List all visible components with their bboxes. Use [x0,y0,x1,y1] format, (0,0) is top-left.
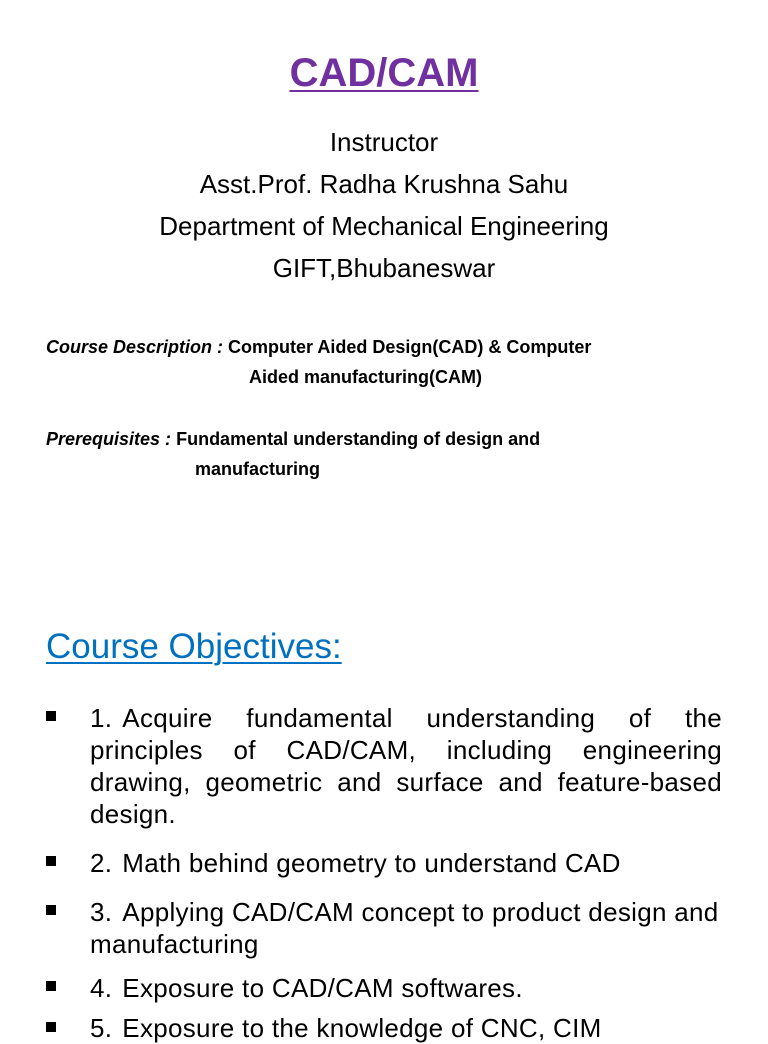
prerequisites [46,424,540,454]
bullet-icon [46,981,56,991]
objective-text: Exposure to the knowledge of CNC, CIM [122,1013,602,1043]
bullet-icon [46,856,56,866]
course-description-line1: Computer Aided Design(CAD) & Computer [228,337,592,357]
course-description-label: Course Description : [46,337,224,357]
title-text: CAD/CAM [289,51,479,95]
objective-number: 5. [90,1013,113,1043]
objectives-heading [46,622,342,672]
bullet-icon [46,1022,56,1032]
instructor-heading: Instructor [329,127,439,157]
prerequisites-line2: manufacturing [195,459,321,479]
bullet-icon [46,711,56,721]
objectives-heading-text: Course Objectives: [46,627,342,666]
objective-item [90,1012,722,1043]
objective-item [90,972,722,1004]
course-description [46,332,591,362]
objective-text: Acquire fundamental understanding of the principles of CAD/CAM, including engineering drawing, geometric and surface and feature-based design. [90,703,722,829]
prerequisites-line1: Fundamental understanding of design and [176,429,541,449]
bullet-icon [46,905,56,915]
objective-text: Math behind geometry to understand CAD [122,848,621,878]
objective-item [90,896,722,960]
objective-item [90,702,722,830]
instructor-name: Asst.Prof. Radha Krushna Sahu [199,169,569,199]
instructor-institute: GIFT,Bhubaneswar [272,253,496,283]
page-title [0,48,768,98]
objective-text: Exposure to CAD/CAM softwares. [122,973,523,1003]
objective-number: 1. [90,703,113,733]
course-description-line2: Aided manufacturing(CAM) [249,367,482,387]
objective-number: 2. [90,848,113,878]
objective-number: 4. [90,973,113,1003]
prerequisites-label: Prerequisites : [46,429,172,449]
instructor-department: Department of Mechanical Engineering [159,211,609,241]
objective-text: Applying CAD/CAM concept to product design and manufacturing [90,897,719,959]
objective-item [90,847,722,879]
objective-number: 3. [90,897,113,927]
